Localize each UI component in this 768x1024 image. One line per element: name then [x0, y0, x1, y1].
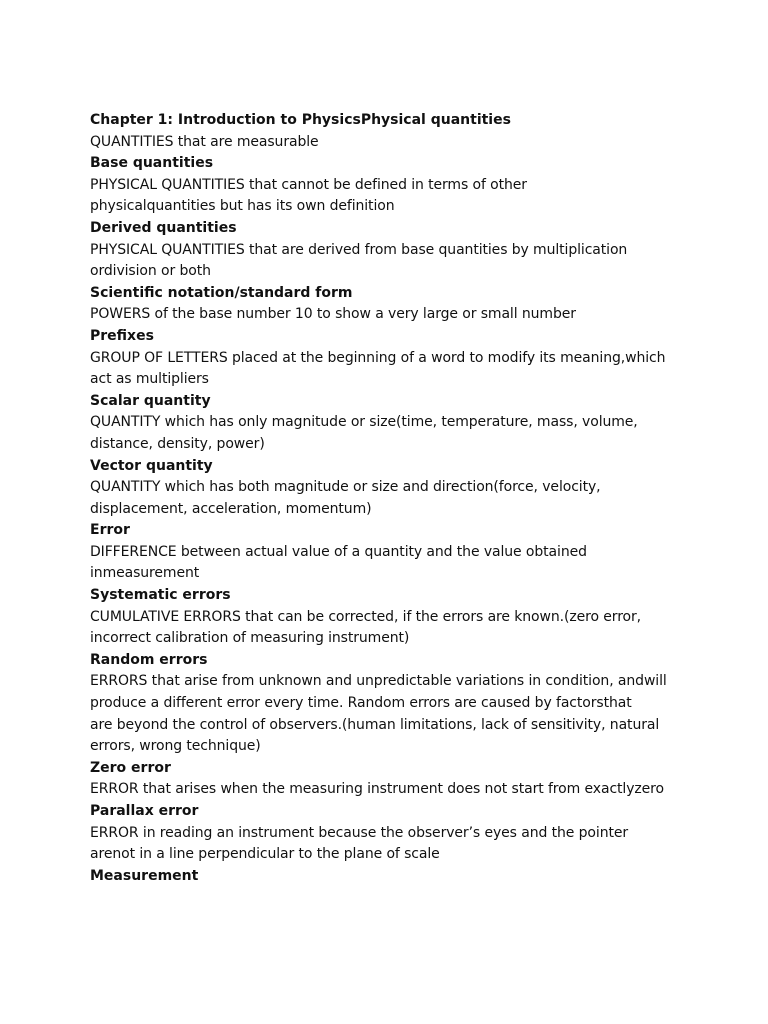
section-heading: Derived quantities	[90, 219, 237, 236]
section-text-line: ERROR that arises when the measuring instrument does not start from exactlyzero	[90, 781, 664, 798]
section-heading: Systematic errors	[90, 587, 231, 604]
section-text-line: PHYSICAL QUANTITIES that cannot be defined in terms of other	[90, 176, 527, 193]
section-heading: Parallax error	[90, 803, 199, 819]
section-text-line: DIFFERENCE between actual value of a quantity and the value obtained	[90, 543, 587, 560]
section-prefixes	[90, 326, 690, 391]
section-scientific-notation	[90, 283, 690, 326]
section-heading: Measurement	[90, 867, 199, 884]
section-text-line: incorrect calibration of measuring instrument)	[90, 630, 410, 647]
section-heading: Error	[90, 522, 130, 539]
section-heading: Scientific notation/standard form	[90, 284, 353, 301]
section-text-line: GROUP OF LETTERS placed at the beginning of a word to modify its meaning,which	[90, 349, 666, 366]
section-heading: Scalar quantity	[90, 392, 211, 409]
section-text-line: CUMULATIVE ERRORS that can be corrected, if the errors are known.(zero error,	[90, 608, 642, 625]
section-text-line: ordivision or both	[90, 263, 211, 280]
section-scalar-quantity	[90, 391, 690, 456]
section-text-line: QUANTITY which has only magnitude or size(time, temperature, mass, volume,	[90, 414, 638, 431]
section-text-line: are beyond the control of observers.(human limitations, lack of sensitivity, natural	[90, 716, 660, 733]
section-derived-quantities	[90, 218, 690, 283]
section-parallax-error	[90, 801, 690, 866]
section-text-line: ERRORS that arise from unknown and unpredictable variations in condition, andwill	[90, 673, 667, 690]
section-text-line: inmeasurement	[90, 565, 200, 582]
section-text-line: ERROR in reading an instrument because the observer’s eyes and the pointer	[90, 824, 629, 841]
section-text-line: produce a different error every time. Random errors are caused by factorsthat	[90, 695, 632, 712]
section-base-quantities	[90, 153, 690, 218]
section-heading: Prefixes	[90, 327, 154, 344]
section-text-line: PHYSICAL QUANTITIES that are derived from base quantities by multiplication	[90, 241, 628, 258]
section-heading: Random errors	[90, 651, 208, 668]
section-text-line: arenot in a line perpendicular to the plane of scale	[90, 846, 440, 863]
section-heading: Vector quantity	[90, 457, 213, 474]
section-heading: Zero error	[90, 759, 171, 776]
document-page	[90, 110, 690, 887]
document-title: Chapter 1: Introduction to PhysicsPhysical quantities	[90, 112, 511, 128]
section-text-line: act as multipliers	[90, 371, 209, 388]
section-text-line: POWERS of the base number 10 to show a very large or small number	[90, 306, 576, 323]
section-text-line: errors, wrong technique)	[90, 738, 261, 755]
section-text-line: QUANTITY which has both magnitude or size and direction(force, velocity,	[90, 479, 601, 496]
section-random-errors	[90, 650, 690, 758]
section-text-line: displacement, acceleration, momentum)	[90, 500, 372, 517]
section-zero-error	[90, 758, 690, 801]
section-text-line: distance, density, power)	[90, 435, 265, 452]
section-measurement	[90, 866, 690, 888]
section-error	[90, 520, 690, 585]
section-vector-quantity	[90, 456, 690, 521]
section-text-line: physicalquantities but has its own definition	[90, 198, 395, 215]
intro-text: QUANTITIES that are measurable	[90, 133, 319, 150]
section-systematic-errors	[90, 585, 690, 650]
section-heading: Base quantities	[90, 155, 214, 172]
